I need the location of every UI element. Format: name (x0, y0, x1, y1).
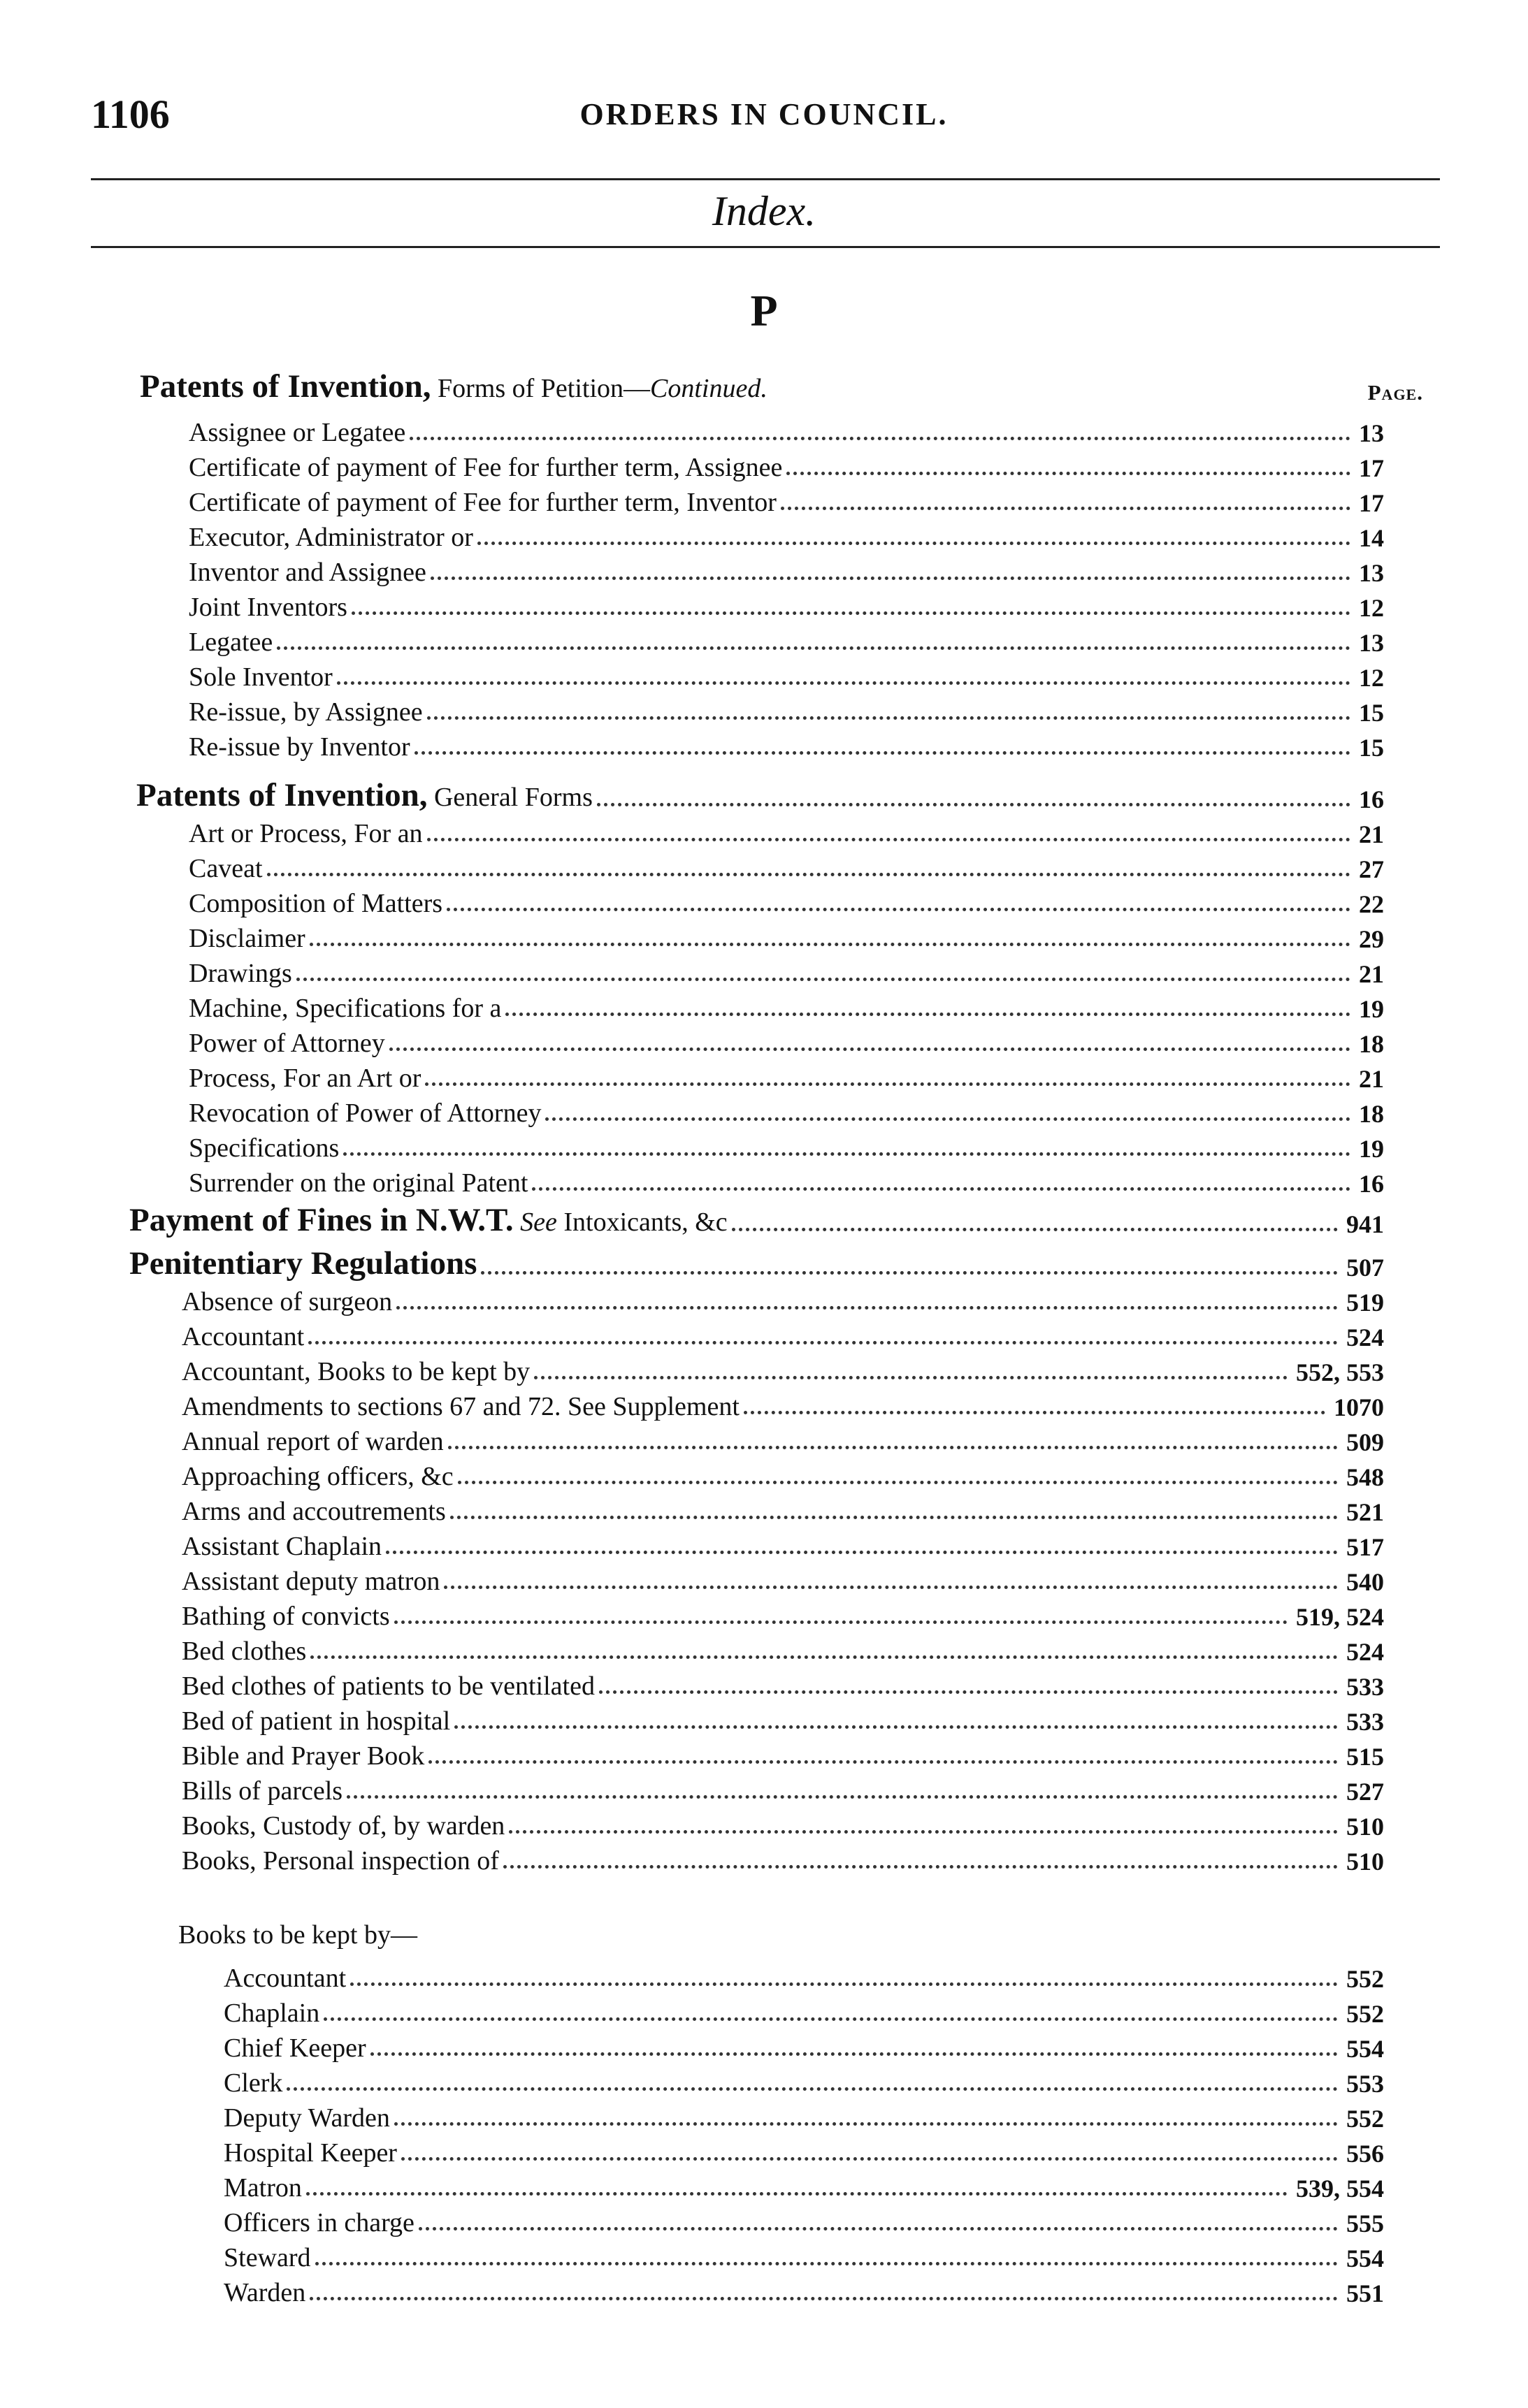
entry-page: 21 (1359, 820, 1384, 848)
entry-label: Matron (224, 2173, 302, 2203)
entry-page: 548 (1346, 1463, 1384, 1491)
index-entry (182, 1630, 1384, 1664)
leader-dots (781, 507, 1350, 510)
leader-dots (444, 1586, 1338, 1589)
running-header (91, 91, 1437, 140)
entry-label: Machine, Specifications for a (189, 994, 502, 1023)
entry-label: Accountant (182, 1322, 305, 1351)
entry-page: 12 (1359, 664, 1384, 692)
patents-general-list (136, 769, 1384, 1196)
index-entry (182, 1664, 1384, 1699)
leader-dots (370, 2052, 1338, 2056)
entry-label: Bed of patient in hospital (182, 1706, 451, 1736)
entry-page: 517 (1346, 1533, 1384, 1561)
books-kept-heading: Books to be kept by— (178, 1920, 417, 1950)
entry-label: Surrender on the original Patent (189, 1168, 528, 1198)
entry-label: Re-issue by Inventor (189, 732, 410, 762)
entry-page: 29 (1359, 925, 1384, 953)
entry-label: Assistant deputy matron (182, 1567, 440, 1596)
entry-label: Arms and accoutrements (182, 1497, 446, 1526)
penitentiary-list (129, 1237, 1384, 1874)
index-entry (224, 2096, 1384, 2131)
entry-page: 555 (1346, 2210, 1384, 2237)
entry-page: 519, 524 (1296, 1603, 1384, 1631)
index-entry (189, 481, 1384, 516)
entry-page: 533 (1346, 1673, 1384, 1701)
entry-label: Revocation of Power of Attorney (189, 1098, 542, 1128)
entry-label: Warden (224, 2278, 306, 2307)
entry-page: 13 (1359, 419, 1384, 447)
leader-dots (343, 1152, 1350, 1156)
leader-dots (394, 2122, 1338, 2126)
leader-dots (509, 1830, 1338, 1834)
index-entry (182, 1280, 1384, 1315)
entry-page: 509 (1346, 1428, 1384, 1456)
leader-dots (425, 1082, 1350, 1086)
leader-dots (410, 437, 1350, 440)
entry-label: Bathing of convicts (182, 1602, 390, 1631)
index-entry (189, 1161, 1384, 1196)
entry-page: 510 (1346, 1848, 1384, 1876)
top-rule (91, 178, 1440, 180)
entry-page: 14 (1359, 524, 1384, 552)
index-entry (182, 1769, 1384, 1804)
leader-dots (447, 908, 1350, 911)
index-entry (182, 1699, 1384, 1734)
leader-dots (503, 1865, 1338, 1869)
entry-label: Caveat (189, 854, 263, 883)
entry-label: Certificate of payment of Fee for further term, Assignee (189, 453, 783, 482)
entry-label: Disclaimer (189, 924, 305, 953)
index-entry (182, 1839, 1384, 1874)
leader-dots (337, 681, 1350, 685)
index-entry (189, 1022, 1384, 1057)
leader-dots (505, 1013, 1350, 1016)
leader-dots (306, 2192, 1288, 2196)
leader-dots (415, 751, 1350, 755)
books-kept-list (224, 1957, 1384, 2306)
index-entry (189, 1057, 1384, 1091)
index-entry (224, 2271, 1384, 2306)
entry-label: Accountant (224, 1964, 347, 1993)
column-heading (133, 363, 1437, 405)
index-entry (189, 690, 1384, 725)
entry-heading-patents-general (136, 769, 1384, 812)
leader-dots (744, 1411, 1325, 1414)
entry-page: 552 (1346, 2105, 1384, 2133)
entry-label: Deputy Warden (224, 2103, 390, 2133)
leader-dots (347, 1795, 1338, 1799)
entry-label: Approaching officers, &c (182, 1462, 454, 1491)
leader-dots (277, 646, 1350, 650)
entry-label: Accountant, Books to be kept by (182, 1357, 531, 1386)
index-entry (189, 411, 1384, 446)
index-entry (189, 621, 1384, 655)
leader-dots (786, 472, 1350, 475)
leader-dots (431, 576, 1350, 580)
leader-dots (296, 978, 1350, 981)
entry-heading-patents-petition (140, 368, 767, 405)
heading-subtitle: General Forms (427, 783, 593, 812)
entry-page: 540 (1346, 1568, 1384, 1596)
entry-label: Books, Personal inspection of (182, 1846, 499, 1876)
index-entry (182, 1315, 1384, 1350)
entry-page: 519 (1346, 1289, 1384, 1317)
entry-label: Annual report of warden (182, 1427, 444, 1456)
entry-label: Specifications (189, 1133, 340, 1163)
entry-page: 554 (1346, 2035, 1384, 2063)
patents-petition-list (189, 411, 1384, 760)
entry-page: 507 (1346, 1254, 1384, 1282)
index-entry (189, 446, 1384, 481)
entry-page: 13 (1359, 559, 1384, 587)
entry-page: 551 (1346, 2279, 1384, 2307)
index-entry (189, 725, 1384, 760)
entry-label: Bed clothes (182, 1637, 307, 1666)
leader-dots (599, 1690, 1338, 1694)
entry-page: 552 (1346, 2000, 1384, 2028)
entry-page: 527 (1346, 1778, 1384, 1806)
index-entry (182, 1595, 1384, 1630)
entry-label: Assistant Chaplain (182, 1532, 382, 1561)
entry-page: 18 (1359, 1030, 1384, 1058)
entry-page: 17 (1359, 454, 1384, 482)
entry-page: 524 (1346, 1323, 1384, 1351)
index-entry (189, 917, 1384, 952)
entry-label: Assignee or Legatee (189, 418, 406, 447)
entry-heading-payment-fines (129, 1194, 1384, 1237)
index-entry (224, 2236, 1384, 2271)
heading-title: Penitentiary Regulations (129, 1245, 477, 1282)
leader-dots (481, 1271, 1338, 1275)
entry-page: 515 (1346, 1743, 1384, 1771)
payment-fines-entry (129, 1194, 1384, 1237)
entry-label: Steward (224, 2243, 311, 2272)
entry-page: 17 (1359, 489, 1384, 517)
index-entry (182, 1350, 1384, 1385)
heading-title: Patents of Invention, (136, 777, 428, 813)
index-entry (189, 655, 1384, 690)
section-letter: P (750, 286, 778, 335)
leader-dots (310, 943, 1350, 946)
index-entry (189, 987, 1384, 1022)
leader-dots (324, 2017, 1338, 2021)
entry-label: Art or Process, For an (189, 819, 423, 848)
leader-dots (389, 1047, 1350, 1051)
leader-dots (419, 2227, 1338, 2231)
index-entry (189, 551, 1384, 586)
leader-dots (534, 1376, 1288, 1379)
index-entry (182, 1560, 1384, 1595)
leader-dots (427, 716, 1350, 720)
index-entry (182, 1804, 1384, 1839)
entry-page: 552 (1346, 1965, 1384, 1993)
entry-label: Absence of surgeon (182, 1287, 393, 1317)
leader-dots (427, 838, 1350, 841)
page-column-label: Page. (1367, 380, 1423, 405)
index-entry (189, 586, 1384, 621)
entry-page: 12 (1359, 594, 1384, 622)
entry-label: Power of Attorney (189, 1029, 385, 1058)
leader-dots (315, 2262, 1338, 2265)
entry-label: Bed clothes of patients to be ventilated (182, 1671, 595, 1701)
entry-label: Bills of parcels (182, 1776, 343, 1806)
entry-page: 15 (1359, 699, 1384, 727)
leader-dots (428, 1760, 1338, 1764)
leader-dots (352, 611, 1350, 615)
entry-page: 556 (1346, 2140, 1384, 2168)
index-entry (189, 882, 1384, 917)
leader-dots (732, 1228, 1338, 1231)
leader-dots (267, 873, 1350, 876)
leader-dots (454, 1725, 1338, 1729)
heading-continued: Continued. (650, 374, 767, 403)
leader-dots (477, 542, 1350, 545)
entry-page: 552, 553 (1296, 1358, 1384, 1386)
index-entry (224, 2131, 1384, 2166)
entry-page: 19 (1359, 995, 1384, 1023)
entry-label: Inventor and Assignee (189, 558, 426, 587)
index-entry (182, 1525, 1384, 1560)
leader-dots (458, 1481, 1338, 1484)
leader-dots (310, 1655, 1338, 1659)
entry-page: 22 (1359, 890, 1384, 918)
entry-heading-penitentiary (129, 1237, 1384, 1280)
leader-dots (448, 1446, 1338, 1449)
leader-dots (396, 1306, 1338, 1310)
entry-label: Sole Inventor (189, 662, 333, 692)
leader-dots (401, 2157, 1338, 2161)
leader-dots (450, 1516, 1338, 1519)
entry-page: 18 (1359, 1100, 1384, 1128)
entry-page: 524 (1346, 1638, 1384, 1666)
index-entry (224, 1957, 1384, 1992)
index-entry (182, 1420, 1384, 1455)
index-entry (224, 2026, 1384, 2061)
leader-dots (532, 1187, 1350, 1191)
index-entry (182, 1734, 1384, 1769)
entry-label: Process, For an Art or (189, 1064, 421, 1093)
entry-label: Amendments to sections 67 and 72. See Supplement (182, 1392, 740, 1421)
index-entry (189, 812, 1384, 847)
entry-label: Chief Keeper (224, 2033, 366, 2063)
index-entry (182, 1490, 1384, 1525)
index-entry (224, 1992, 1384, 2026)
entry-page: 533 (1346, 1708, 1384, 1736)
leader-dots (308, 1341, 1338, 1344)
entry-page: 941 (1346, 1210, 1384, 1238)
entry-page: 553 (1346, 2070, 1384, 2098)
index-entry (182, 1455, 1384, 1490)
index-entry (224, 2201, 1384, 2236)
leader-dots (287, 2087, 1338, 2091)
index-entry (224, 2166, 1384, 2201)
heading-subtitle: Intoxicants, &c (556, 1207, 728, 1237)
index-entry (189, 1091, 1384, 1126)
bottom-rule (91, 246, 1440, 248)
heading-title: Patents of Invention, (140, 368, 431, 405)
entry-label: Joint Inventors (189, 593, 347, 622)
index-entry (182, 1385, 1384, 1420)
entry-label: Re-issue, by Assignee (189, 697, 423, 727)
entry-page: 21 (1359, 1065, 1384, 1093)
leader-dots (310, 2297, 1338, 2300)
page-number: 1106 (91, 92, 170, 137)
entry-page: 27 (1359, 855, 1384, 883)
entry-page: 554 (1346, 2244, 1384, 2272)
leader-dots (597, 803, 1350, 806)
entry-page: 19 (1359, 1135, 1384, 1163)
index-entry (189, 847, 1384, 882)
entry-label: Executor, Administrator or (189, 523, 473, 552)
entry-label: Chaplain (224, 1999, 320, 2028)
entry-page: 539, 554 (1296, 2175, 1384, 2203)
index-entry (224, 2061, 1384, 2096)
entry-page: 16 (1359, 785, 1384, 813)
entry-page: 1070 (1334, 1393, 1384, 1421)
entry-page: 521 (1346, 1498, 1384, 1526)
index-entry (189, 1126, 1384, 1161)
entry-page: 13 (1359, 629, 1384, 657)
entry-page: 15 (1359, 734, 1384, 762)
entry-page: 510 (1346, 1813, 1384, 1841)
entry-label: Clerk (224, 2068, 283, 2098)
index-entry (189, 516, 1384, 551)
heading-subtitle: Forms of Petition— (431, 374, 651, 403)
running-title: ORDERS IN COUNCIL. (579, 97, 949, 131)
entry-page: 21 (1359, 960, 1384, 988)
leader-dots (394, 1620, 1288, 1624)
entry-label: Legatee (189, 628, 273, 657)
entry-label: Drawings (189, 959, 292, 988)
leader-dots (350, 1982, 1338, 1986)
entry-label: Books, Custody of, by warden (182, 1811, 505, 1841)
see-reference: See (513, 1207, 557, 1237)
entry-page: 16 (1359, 1170, 1384, 1198)
leader-dots (545, 1117, 1350, 1121)
leader-dots (386, 1551, 1338, 1554)
entry-label: Bible and Prayer Book (182, 1741, 425, 1771)
index-label: Index. (712, 188, 816, 234)
entry-label: Composition of Matters (189, 889, 443, 918)
heading-title: Payment of Fines in N.W.T. (129, 1202, 514, 1238)
index-entry (189, 952, 1384, 987)
entry-label: Officers in charge (224, 2208, 415, 2237)
entry-label: Certificate of payment of Fee for further term, Inventor (189, 488, 777, 517)
entry-label: Hospital Keeper (224, 2138, 397, 2168)
